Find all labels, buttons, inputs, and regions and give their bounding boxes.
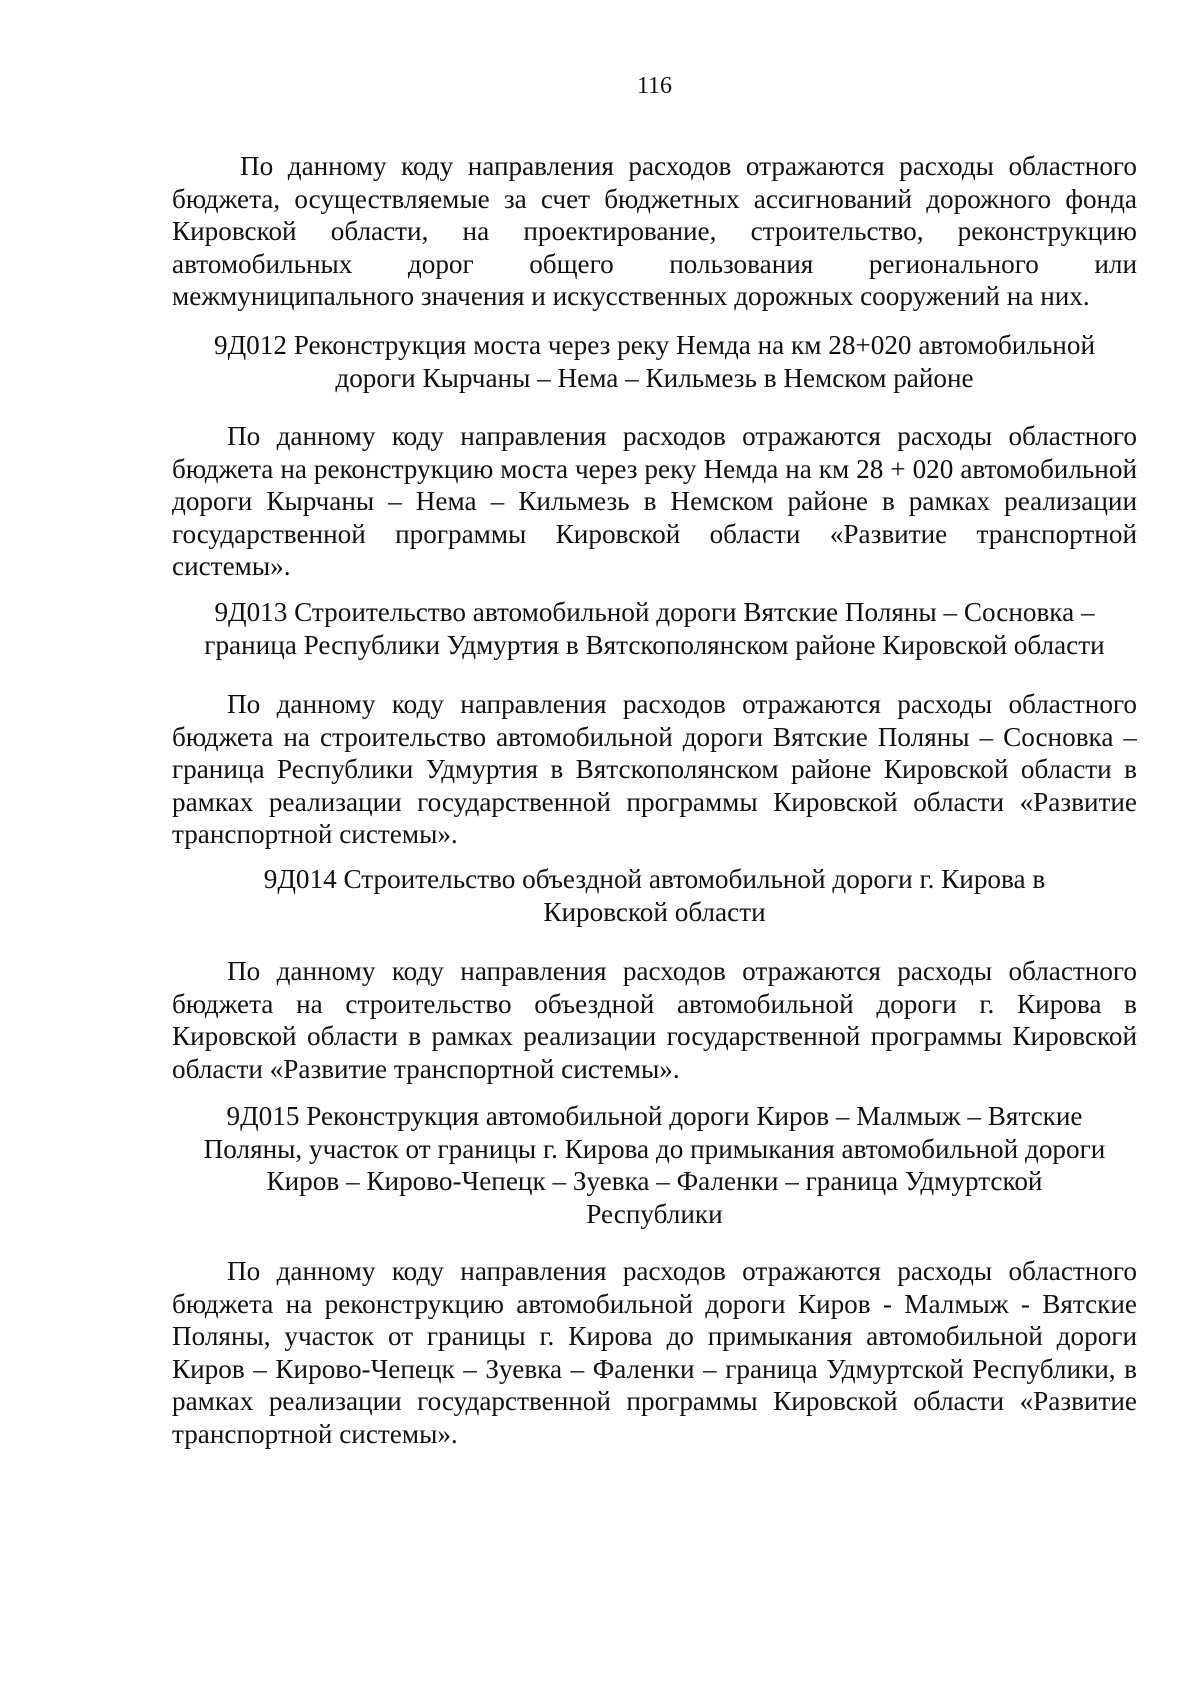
heading-line: 9Д013 Строительство автомобильной дороги Вятские Поляны – Сосновка – (214, 597, 1095, 627)
paragraph-9d015: По данному коду направления расходов отражаются расходы областного бюджета на реконструкцию автомобильной дороги Киров - Малмыж - Вятские Поляны, участок от границы г. Кирова до примыкания автомобильной дороги Киров – Кирово-Чепецк – Зуевка – Фаленки – граница Удмуртской Республики, в рамках реализации государственной программы Кировской области «Развитие транспортной системы». (172, 1256, 1137, 1449)
paragraph-9d014: По данному коду направления расходов отражаются расходы областного бюджета на строительство объездной автомобильной дороги г. Кирова в Кировской области в рамках реализации государственной программы Кировской области «Развитие транспортной системы». (172, 956, 1137, 1084)
heading-line: Кировской области (543, 896, 766, 927)
heading-line: Киров – Кирово-Чепецк – Зуевка – Фаленки – граница Удмуртской (266, 1166, 1043, 1197)
heading-line: граница Республики Удмуртия в Вятскополянском районе Кировской области (204, 629, 1105, 660)
heading-line: 9Д012 Реконструкция моста через реку Немда на км 28+020 автомобильной (214, 330, 1095, 360)
heading-9d012 (172, 329, 1137, 394)
heading-9d015 (172, 1100, 1137, 1230)
heading-9d013 (172, 596, 1137, 661)
heading-line: дороги Кырчаны – Нема – Кильмезь в Немском районе (335, 362, 974, 393)
paragraph-9d013: По данному коду направления расходов отражаются расходы областного бюджета на строительство автомобильной дороги Вятские Поляны – Сосновка – граница Республики Удмуртия в Вятскополянском районе Кировской области в рамках реализации государственной программы Кировской области «Развитие транспортной системы». (172, 689, 1137, 850)
page-number: 116 (636, 73, 673, 99)
heading-line: 9Д014 Строительство объездной автомобильной дороги г. Кирова в (263, 864, 1046, 894)
heading-line: Поляны, участок от границы г. Кирова до примыкания автомобильной дороги (203, 1133, 1106, 1164)
heading-line: 9Д015 Реконструкция автомобильной дороги Киров – Малмыж – Вятские (226, 1101, 1083, 1131)
paragraph-road-fund: По данному коду направления расходов отражаются расходы областного бюджета, осуществляемые за счет бюджетных ассигнований дорожного фонда Кировской области, на проектирование, строительство, реконструкцию автомобильных дорог общего пользования регионального или межмуниципального значения и искусственных дорожных сооружений на них. (172, 151, 1137, 312)
paragraph-9d012: По данному коду направления расходов отражаются расходы областного бюджета на реконструкцию моста через реку Немда на км 28 + 020 автомобильной дороги Кырчаны – Нема – Кильмезь в Немском районе в рамках реализации государственной программы Кировской области «Развитие транспортной системы». (172, 421, 1137, 582)
heading-9d014 (172, 863, 1137, 928)
heading-line: Республики (586, 1198, 723, 1229)
